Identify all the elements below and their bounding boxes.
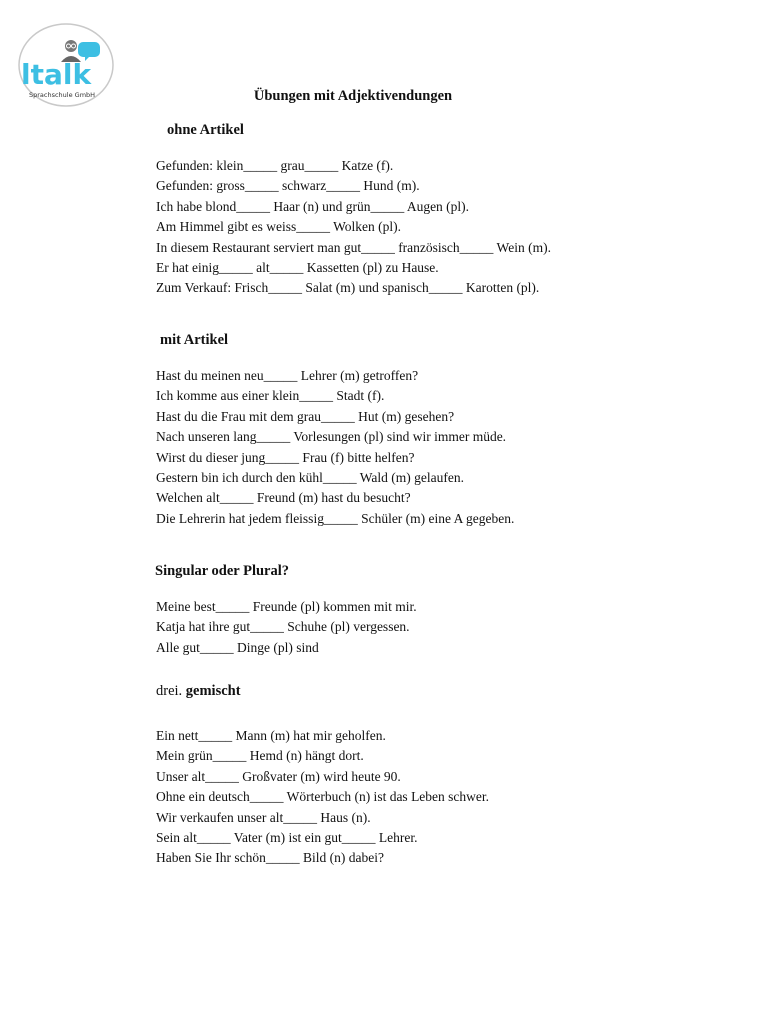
exercise-text: Welchen alt_____ Freund (m) hast du besucht? bbox=[156, 490, 411, 506]
exercise-text: Meine best_____ Freunde (pl) kommen mit mir. bbox=[156, 599, 417, 614]
exercise-text: Wir verkaufen unser alt_____ Haus (n). bbox=[156, 809, 371, 825]
exercise-text: Haben Sie Ihr schön_____ Bild (n) dabei? bbox=[156, 850, 384, 866]
exercise-text: Hast du die Frau mit dem grau_____ Hut (m) gesehen? bbox=[156, 408, 455, 424]
exercise-text: Katja hat ihre gut_____ Schuhe (pl) vergessen. bbox=[156, 619, 410, 635]
exercise-text: Unser alt_____ Großvater (m) wird heute 90. bbox=[156, 768, 401, 784]
section-heading-gemischt bbox=[156, 683, 241, 700]
exercise-text: Gefunden: gross_____ schwarz_____ Hund (m). bbox=[156, 178, 420, 194]
section-heading-ohne-artikel: ohne Artikel bbox=[167, 122, 244, 138]
exercise-text: Alle gut_____ Dinge (pl) sind bbox=[156, 639, 319, 655]
exercise-text: Wirst du dieser jung_____ Frau (f) bitte helfen? bbox=[156, 449, 415, 465]
exercise-text: Ich habe blond_____ Haar (n) und grün_____ Augen (pl). bbox=[156, 198, 470, 214]
exercise-text: Hast du meinen neu_____ Lehrer (m) getroffen? bbox=[156, 368, 419, 383]
exercise-text: Zum Verkauf: Frisch_____ Salat (m) und spanisch_____ Karotten (pl). bbox=[156, 280, 540, 296]
section-heading-prefix: drei. bbox=[156, 683, 183, 699]
exercise-text: Die Lehrerin hat jedem fleissig_____ Schüler (m) eine A gegeben. bbox=[156, 510, 515, 526]
section-heading-singular-plural: Singular oder Plural? bbox=[155, 563, 290, 579]
section-heading-mit-artikel: mit Artikel bbox=[160, 332, 229, 348]
exercise-text: Gestern bin ich durch den kühl_____ Wald (m) gelaufen. bbox=[156, 469, 464, 485]
exercise-text: Ich komme aus einer klein_____ Stadt (f). bbox=[156, 388, 385, 404]
exercise-text: In diesem Restaurant serviert man gut_____ französisch_____ Wein (m). bbox=[156, 239, 551, 255]
exercise-text: Gefunden: klein_____ grau_____ Katze (f). bbox=[156, 158, 394, 173]
exercise-text: Er hat einig_____ alt_____ Kassetten (pl) zu Hause. bbox=[156, 259, 439, 275]
logo-tagline: Sprachschule GmbH bbox=[29, 91, 96, 99]
exercise-text: Ein nett_____ Mann (m) hat mir geholfen. bbox=[156, 728, 386, 743]
exercise-text: Am Himmel gibt es weiss_____ Wolken (pl). bbox=[156, 219, 402, 235]
exercise-text: Sein alt_____ Vater (m) ist ein gut_____ Lehrer. bbox=[156, 829, 418, 845]
exercise-text: Ohne ein deutsch_____ Wörterbuch (n) ist das Leben schwer. bbox=[156, 789, 490, 805]
logo-brand: ltalk bbox=[21, 58, 92, 91]
worksheet-title: Übungen mit Adjektivendungen bbox=[253, 88, 453, 104]
exercise-text: Mein grün_____ Hemd (n) hängt dort. bbox=[156, 748, 364, 764]
section-heading-label: gemischt bbox=[185, 683, 241, 699]
exercise-text: Nach unseren lang_____ Vorlesungen (pl) sind wir immer müde. bbox=[156, 429, 507, 445]
